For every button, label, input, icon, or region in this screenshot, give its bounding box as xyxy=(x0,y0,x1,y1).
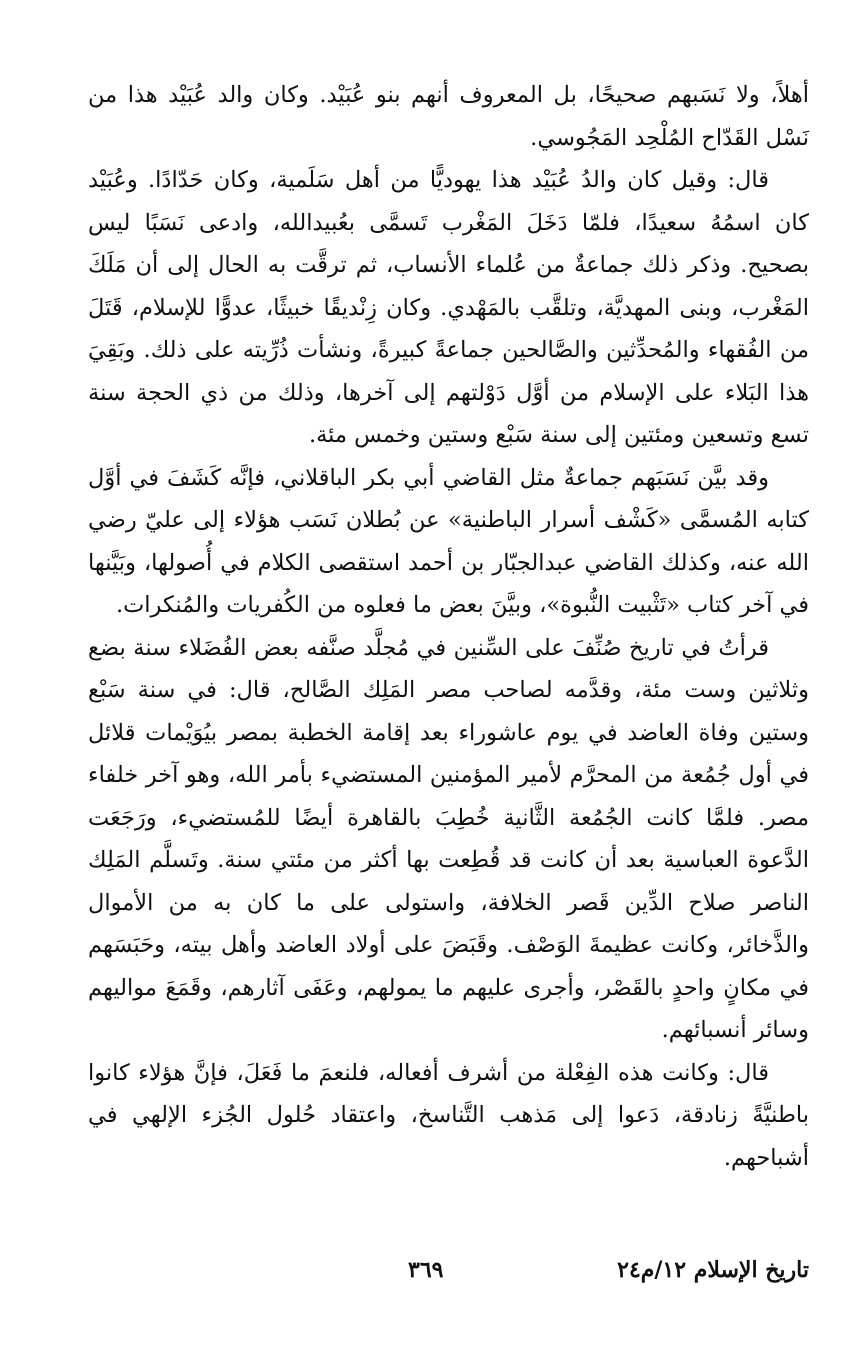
page-footer xyxy=(88,1250,809,1290)
page-number: ٣٦٩ xyxy=(408,1257,444,1283)
page-body xyxy=(88,74,809,1179)
paragraph-1: أهلاً، ولا نَسَبهم صحيحًا، بل المعروف أنهم بنو عُبَيْد. وكان والد عُبَيْد هذا من نَسْل القَدّاح المُلْحِد المَجُوسي. xyxy=(88,82,809,151)
footer-source-reference: تاريخ الإسلام ١٢/م٢٤ xyxy=(617,1257,809,1283)
paragraph-2: قال: وقيل كان والدُ عُبَيْد هذا يهوديًّا من أهل سَلَمية، وكان حَدّادًا. وعُبَيْد كان اسمُهُ سعيدًا، فلمّا دَخَلَ المَغْرب تَسمَّى بعُبيدالله، وادعى نَسَبًا ليس بصحيح. وذكر ذلك جماعةٌ من عُلماء الأنساب، ثم ترقَّت به الحال إلى أن مَلَكَ المَغْرب، وبنى المهديَّة، وتلقَّب بالمَهْدي. وكان زِنْديقًا خبيثًا، عدوًّا للإسلام، قَتَلَ من الفُقهاء والمُحدِّثين والصَّالحين جماعةً كبيرةً، ونشأت ذُرِّيته على ذلك. وبَقِيَ هذا البَلاء على الإسلام من أوَّل دَوْلتهم إلى آخرها، وذلك من ذي الحجة سنة تسع وتسعين ومئتين إلى سنة سَبْع وستين وخمس مئة. xyxy=(88,167,809,448)
paragraph-4: قرأتُ في تاريخ صُنِّفَ على السِّنين في مُجلَّد صنَّفه بعض الفُضَلاء سنة بضع وثلاثين وست مئة، وقدَّمه لصاحب مصر المَلِك الصَّالح، قال: في سنة سَبْع وستين وفاة العاضد في يوم عاشوراء بعد إقامة الخطبة بمصر بيُوَيْمات قلائل في أول جُمُعة من المحرَّم لأمير المؤمنين المستضيء بأمر الله، وهو آخر خلفاء مصر. فلمَّا كانت الجُمُعة الثَّانية خُطِبَ بالقاهرة أيضًا للمُستضيء، ورَجَعَت الدَّعوة العباسية بعد أن كانت قد قُطِعت بها أكثر من مئتي سنة. وتَسلَّم المَلِك الناصر صلاح الدِّين قَصر الخلافة، واستولى على ما كان به من الأموال والذَّخائر، وكانت عظيمةَ الوَصْف. وقَبَضَ على أولاد العاضد وأهل بيته، وحَبَسَهم في مكانٍ واحدٍ بالقَصْر، وأجرى عليهم ما يمولهم، وعَفَى آثارهم، وقَمَعَ مواليهم وسائر أنسبائهم. xyxy=(88,634,809,1043)
paragraph-5: قال: وكانت هذه الفِعْلة من أشرف أفعاله، فلنعمَ ما فَعَلَ، فإنَّ هؤلاء كانوا باطنيَّةً زنادقة، دَعوا إلى مَذهب التَّناسخ، واعتقاد حُلول الجُزء الإلهي في أشباحهم. xyxy=(88,1059,809,1171)
paragraph-3: وقد بيَّن نَسَبَهم جماعةٌ مثل القاضي أبي بكر الباقلاني، فإنَّه كَشَفَ في أوَّل كتابه المُسمَّى «كَشْف أسرار الباطنية» عن بُطلان نَسَب هؤلاء إلى عليّ رضي الله عنه، وكذلك القاضي عبدالجبّار بن أحمد استقصى الكلام في أُصولها، وبَيَّنها في آخر كتاب «تَثْبيت النُّبوة»، وبيَّنَ بعض ما فعلوه من الكُفريات والمُنكرات. xyxy=(88,464,809,618)
